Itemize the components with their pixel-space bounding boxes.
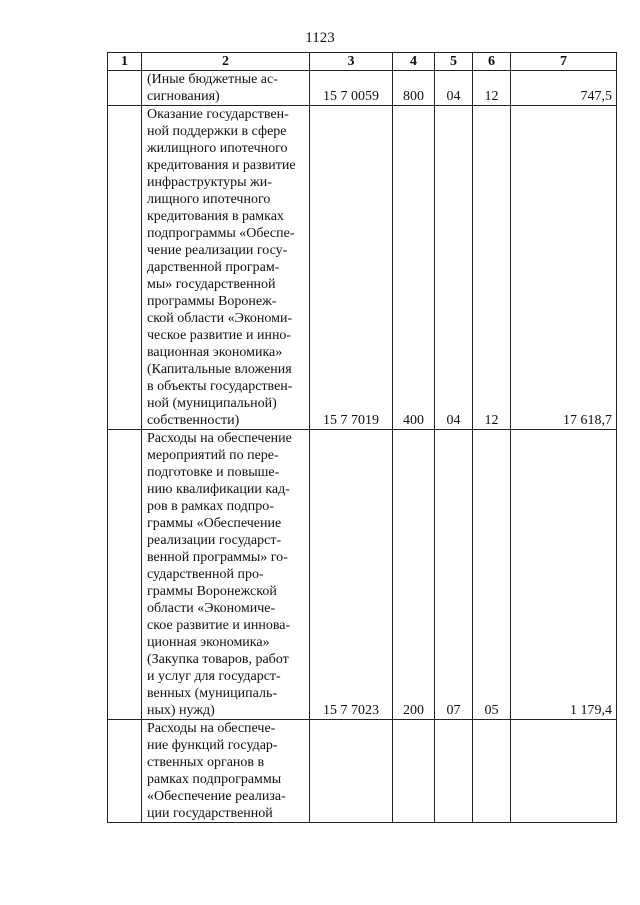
description-cell bbox=[142, 430, 310, 720]
row-number-cell bbox=[108, 430, 142, 720]
target-code-cell: 15 7 7023 bbox=[310, 430, 393, 720]
description-cell bbox=[142, 106, 310, 430]
description-line: «Обеспечение реализа- bbox=[147, 789, 286, 804]
expense-type-cell bbox=[393, 720, 435, 823]
table-row bbox=[108, 106, 617, 430]
description-line: реализации государст- bbox=[147, 533, 282, 548]
subsection-cell: 12 bbox=[473, 106, 511, 430]
description-line: подготовке и повыше- bbox=[147, 465, 280, 480]
section-cell bbox=[435, 720, 473, 823]
row-number-cell bbox=[108, 720, 142, 823]
expense-type-cell: 800 bbox=[393, 71, 435, 106]
expense-type-cell: 400 bbox=[393, 106, 435, 430]
description-line: в объекты государствен- bbox=[147, 379, 293, 394]
description-line: ческое развитие и инно- bbox=[147, 328, 292, 343]
description-line: (Закупка товаров, работ bbox=[147, 652, 289, 667]
amount-cell: 747,5 bbox=[511, 71, 617, 106]
description-line: и услуг для государст- bbox=[147, 669, 281, 684]
expense-type-cell: 200 bbox=[393, 430, 435, 720]
target-code-cell: 15 7 0059 bbox=[310, 71, 393, 106]
description-line: ние функций государ- bbox=[147, 738, 278, 753]
subsection-cell: 05 bbox=[473, 430, 511, 720]
description-line: подпрограммы «Обеспе- bbox=[147, 226, 295, 241]
budget-table bbox=[107, 52, 617, 823]
description-line: ской области «Экономи- bbox=[147, 311, 293, 326]
description-line: лищного ипотечного bbox=[147, 192, 271, 207]
description-line: рамках подпрограммы bbox=[147, 772, 282, 787]
column-header: 7 bbox=[511, 53, 617, 71]
description-line: Расходы на обеспечение bbox=[147, 431, 292, 446]
description-line: (Капитальные вложения bbox=[147, 362, 292, 377]
description-line: ственных органов в bbox=[147, 755, 265, 770]
table-row bbox=[108, 71, 617, 106]
description-line: кредитования и развитие bbox=[147, 158, 296, 173]
description-line: области «Экономиче- bbox=[147, 601, 276, 616]
section-cell: 04 bbox=[435, 106, 473, 430]
subsection-cell: 12 bbox=[473, 71, 511, 106]
amount-cell: 1 179,4 bbox=[511, 430, 617, 720]
description-line: чение реализации госу- bbox=[147, 243, 288, 258]
description-line: ции государственной bbox=[147, 806, 273, 821]
description-line: ров в рамках подпро- bbox=[147, 499, 274, 514]
description-line: ной (муниципальной) bbox=[147, 396, 277, 411]
description-line: венных (муниципаль- bbox=[147, 686, 277, 701]
description-line: (Иные бюджетные ас- bbox=[147, 72, 278, 87]
description-line: дарственной програм- bbox=[147, 260, 280, 275]
column-header: 1 bbox=[108, 53, 142, 71]
description-line: инфраструктуры жи- bbox=[147, 175, 272, 190]
description-line: нию квалификации кад- bbox=[147, 482, 290, 497]
description-line: ной поддержки в сфере bbox=[147, 124, 287, 139]
description-cell bbox=[142, 71, 310, 106]
amount-cell: 17 618,7 bbox=[511, 106, 617, 430]
subsection-cell bbox=[473, 720, 511, 823]
target-code-cell bbox=[310, 720, 393, 823]
column-header: 5 bbox=[435, 53, 473, 71]
table-row bbox=[108, 430, 617, 720]
description-line: Оказание государствен- bbox=[147, 107, 289, 122]
section-cell: 07 bbox=[435, 430, 473, 720]
column-header: 3 bbox=[310, 53, 393, 71]
description-line: мы» государственной bbox=[147, 277, 276, 292]
row-number-cell bbox=[108, 106, 142, 430]
amount-cell bbox=[511, 720, 617, 823]
description-line: граммы «Обеспечение bbox=[147, 516, 282, 531]
table-row bbox=[108, 720, 617, 823]
section-cell: 04 bbox=[435, 71, 473, 106]
description-line: Расходы на обеспече- bbox=[147, 721, 276, 736]
column-header: 4 bbox=[393, 53, 435, 71]
description-line: собственности) bbox=[147, 413, 240, 428]
table-header-row bbox=[108, 53, 617, 71]
column-header: 2 bbox=[142, 53, 310, 71]
description-line: венной программы» го- bbox=[147, 550, 288, 565]
description-line: ское развитие и иннова- bbox=[147, 618, 291, 633]
description-line: сударственной про- bbox=[147, 567, 264, 582]
row-number-cell bbox=[108, 71, 142, 106]
description-line: жилищного ипотечного bbox=[147, 141, 288, 156]
description-line: мероприятий по пере- bbox=[147, 448, 279, 463]
target-code-cell: 15 7 7019 bbox=[310, 106, 393, 430]
page-number: 1123 bbox=[305, 30, 335, 46]
description-cell bbox=[142, 720, 310, 823]
description-line: вационная экономика» bbox=[147, 345, 283, 360]
description-line: граммы Воронежской bbox=[147, 584, 277, 599]
column-header: 6 bbox=[473, 53, 511, 71]
description-line: ных) нужд) bbox=[147, 703, 215, 718]
description-line: сигнования) bbox=[147, 89, 220, 104]
description-line: ционная экономика» bbox=[147, 635, 270, 650]
description-line: программы Воронеж- bbox=[147, 294, 277, 309]
description-line: кредитования в рамках bbox=[147, 209, 284, 224]
